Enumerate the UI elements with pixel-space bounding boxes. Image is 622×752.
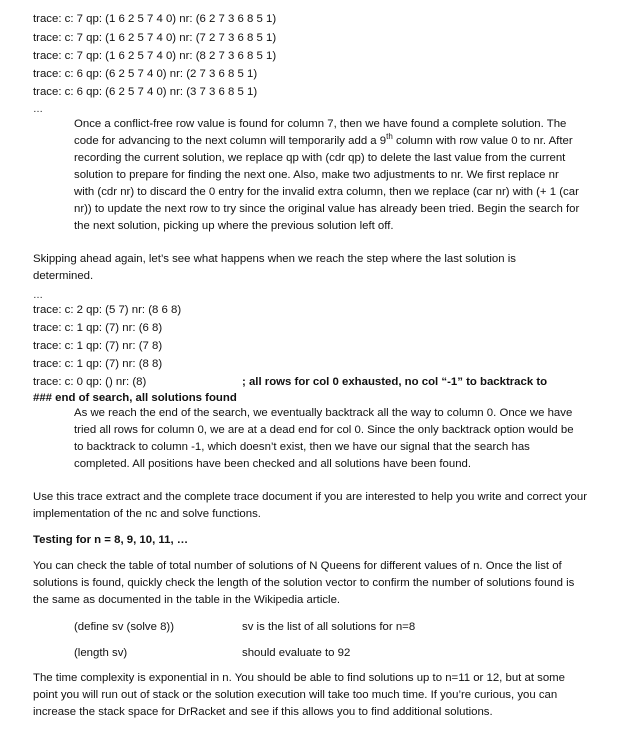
trace-line: trace: c: 1 qp: (7) nr: (8 8): [33, 358, 163, 370]
trace-line: trace: c: 6 qp: (6 2 5 7 4 0) nr: (2 7 3 6 8 5 1): [33, 68, 258, 80]
trace-line: trace: c: 7 qp: (1 6 2 5 7 4 0) nr: (6 2 7 3 6 8 5 1): [33, 13, 277, 25]
trace-line: trace: c: 7 qp: (1 6 2 5 7 4 0) nr: (8 2 7 3 6 8 5 1): [33, 50, 277, 62]
section-heading-testing: Testing for n = 8, 9, 10, 11, …: [33, 534, 189, 546]
trace-line: trace: c: 2 qp: (5 7) nr: (8 6 8): [33, 304, 182, 316]
trace-line: trace: c: 7 qp: (1 6 2 5 7 4 0) nr: (7 2 7 3 6 8 5 1): [33, 32, 277, 44]
paragraph-skipping-ahead: Skipping ahead again, let’s see what happens when we reach the step where the last solution is determined.: [33, 253, 516, 282]
trace-line: trace: c: 1 qp: (7) nr: (6 8): [33, 322, 163, 334]
code-note-length: should evaluate to 92: [242, 647, 351, 659]
trace-line: trace: c: 6 qp: (6 2 5 7 4 0) nr: (3 7 3 6 8 5 1): [33, 86, 258, 98]
trace-line: trace: c: 0 qp: () nr: (8): [33, 376, 147, 388]
code-note-sv: sv is the list of all solutions for n=8: [242, 621, 416, 633]
ellipsis: …: [33, 290, 43, 301]
trace-comment: ; all rows for col 0 exhausted, no col “-1” to backtrack to: [242, 376, 548, 388]
paragraph-check-table: You can check the table of total number of solutions of N Queens for different values of n. Once the list of solutions is found, quickly check the length of the solution vector to confirm the number of solutions found is the same as documented in the table in the Wikipedia article.: [33, 560, 575, 606]
ellipsis: …: [33, 104, 43, 115]
code-length-sv: (length sv): [74, 647, 128, 659]
trace-line: trace: c: 1 qp: (7) nr: (7 8): [33, 340, 163, 352]
paragraph-time-complexity: The time complexity is exponential in n. You should be able to find solutions up to n=11 or 12, but at some point you will run out of stack or the solution execution will take too much time. If you’re curious, you can increase the stack space for DrRacket and see if this allows you to find additional solutions.: [33, 672, 566, 718]
paragraph-use-trace: Use this trace extract and the complete trace document if you are interested to help you write and correct your implementation of the nc and solve functions.: [33, 491, 587, 520]
end-of-search-label: ### end of search, all solutions found: [33, 392, 237, 404]
code-define-sv: (define sv (solve 8)): [74, 621, 175, 633]
paragraph-solution-found: Once a conflict-free row value is found for column 7, then we have found a complete solution. The code for advancing to the next column will temporarily add a 9th column with row value 0 to nr. After recording the current solution, we replace qp with (cdr qp) to delete the last value from the current solution to prepare for finding the next one. Also, make two adjustments to nr. We first replace nr with (cdr nr) to discard the 0 entry for the invalid extra column, then we replace (car nr) with (+ 1 (car nr)) to update the next row to try since the original value has already been tried. Begin the search for the next solution, picking up where the previous solution left off.: [74, 118, 580, 232]
paragraph-backtrack: As we reach the end of the search, we eventually backtrack all the way to column 0. Once we have tried all rows for column 0, we are at a dead end for col 0. Since the only backtrack option would be to backtrack to column -1, which doesn’t exist, then we have our signal that the search has completed. All positions have been checked and all solutions have been found.: [74, 407, 574, 470]
